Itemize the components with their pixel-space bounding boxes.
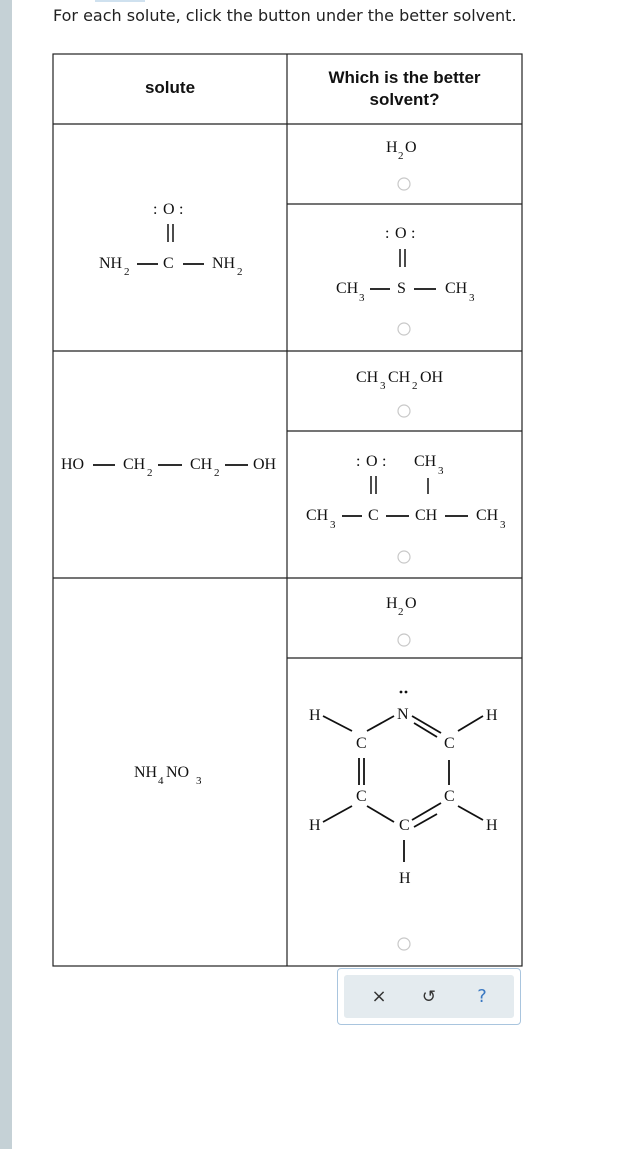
instruction-text: For each solute, click the button under the better solvent. (53, 6, 517, 25)
svg-text:O: O (405, 139, 417, 156)
option-ketone (306, 453, 506, 531)
svg-text::: : (411, 225, 416, 242)
svg-text:C: C (399, 817, 410, 834)
svg-text:2: 2 (398, 606, 404, 618)
header-solute: solute (144, 78, 196, 97)
svg-text:NO: NO (166, 764, 190, 781)
header-solvent-line1: Which is the better (328, 68, 481, 87)
radio-row2-ketone[interactable] (398, 551, 410, 563)
svg-text:CH: CH (414, 453, 437, 470)
atom-c: C (163, 255, 174, 272)
svg-text:H: H (309, 817, 321, 834)
svg-text:CH: CH (388, 369, 411, 386)
answer-toolbar (337, 968, 521, 1025)
svg-text:H: H (486, 817, 498, 834)
svg-text:2: 2 (412, 380, 418, 392)
undo-button[interactable] (409, 975, 449, 1018)
svg-text:2: 2 (124, 266, 130, 278)
lone-pair: : (179, 201, 184, 218)
svg-text:S: S (397, 280, 406, 297)
option-water-2 (386, 595, 417, 618)
svg-text::: : (356, 453, 361, 470)
svg-text:3: 3 (438, 465, 444, 477)
solute-urea (99, 201, 243, 278)
svg-text:NH: NH (134, 764, 158, 781)
svg-text:CH: CH (336, 280, 359, 297)
help-icon: ? (477, 986, 487, 1007)
radio-row1-dmso[interactable] (398, 323, 410, 335)
svg-text:CH: CH (190, 456, 213, 473)
svg-text:CH: CH (306, 507, 329, 524)
svg-text:2: 2 (147, 467, 153, 479)
solute-ethylene-glycol (61, 456, 277, 479)
svg-text:CH: CH (415, 507, 438, 524)
svg-text:H: H (399, 870, 411, 887)
radio-row3-water[interactable] (398, 634, 410, 646)
option-pyridine (309, 691, 498, 887)
svg-text:O: O (405, 595, 417, 612)
svg-text:O: O (366, 453, 378, 470)
svg-text:3: 3 (469, 292, 475, 304)
svg-text:CH: CH (445, 280, 468, 297)
svg-text:HO: HO (61, 456, 85, 473)
svg-text:C: C (356, 735, 367, 752)
option-water-1 (386, 139, 417, 162)
svg-text:CH: CH (356, 369, 379, 386)
svg-text:C: C (356, 788, 367, 805)
help-button[interactable] (462, 975, 502, 1018)
svg-text:3: 3 (380, 380, 386, 392)
svg-text:C: C (444, 788, 455, 805)
lone-pair: : (153, 201, 158, 218)
svg-text:H: H (486, 707, 498, 724)
svg-text:2: 2 (398, 150, 404, 162)
radio-row3-pyridine[interactable] (398, 938, 410, 950)
svg-text:OH: OH (253, 456, 277, 473)
close-icon: × (371, 986, 387, 1007)
svg-text:H: H (386, 595, 398, 612)
atom-nh: NH (99, 255, 123, 272)
svg-text:C: C (444, 735, 455, 752)
svg-text:3: 3 (196, 775, 202, 787)
solute-ammonium-nitrate (134, 764, 202, 787)
undo-icon: ↺ (421, 986, 437, 1007)
atom-nh: NH (212, 255, 236, 272)
toolbar-inner (344, 975, 514, 1018)
option-dmso (336, 225, 475, 304)
svg-text:H: H (309, 707, 321, 724)
svg-text:CH: CH (476, 507, 499, 524)
svg-text:H: H (386, 139, 398, 156)
svg-text:3: 3 (330, 519, 336, 531)
svg-text:CH: CH (123, 456, 146, 473)
svg-text:3: 3 (500, 519, 506, 531)
svg-text:OH: OH (420, 369, 444, 386)
svg-text:2: 2 (214, 467, 220, 479)
radio-row2-ethanol[interactable] (398, 405, 410, 417)
svg-text:O: O (395, 225, 407, 242)
svg-text::: : (382, 453, 387, 470)
svg-text:2: 2 (237, 266, 243, 278)
header-solvent-line2: solvent? (369, 90, 440, 109)
radio-row1-water[interactable] (398, 178, 410, 190)
svg-text::: : (385, 225, 390, 242)
clear-button[interactable] (359, 975, 399, 1018)
svg-text:3: 3 (359, 292, 365, 304)
option-ethanol (356, 369, 444, 392)
atom-o: O (163, 201, 175, 218)
svg-text:N: N (397, 706, 409, 723)
svg-text:C: C (368, 507, 379, 524)
svg-text:4: 4 (158, 775, 164, 787)
